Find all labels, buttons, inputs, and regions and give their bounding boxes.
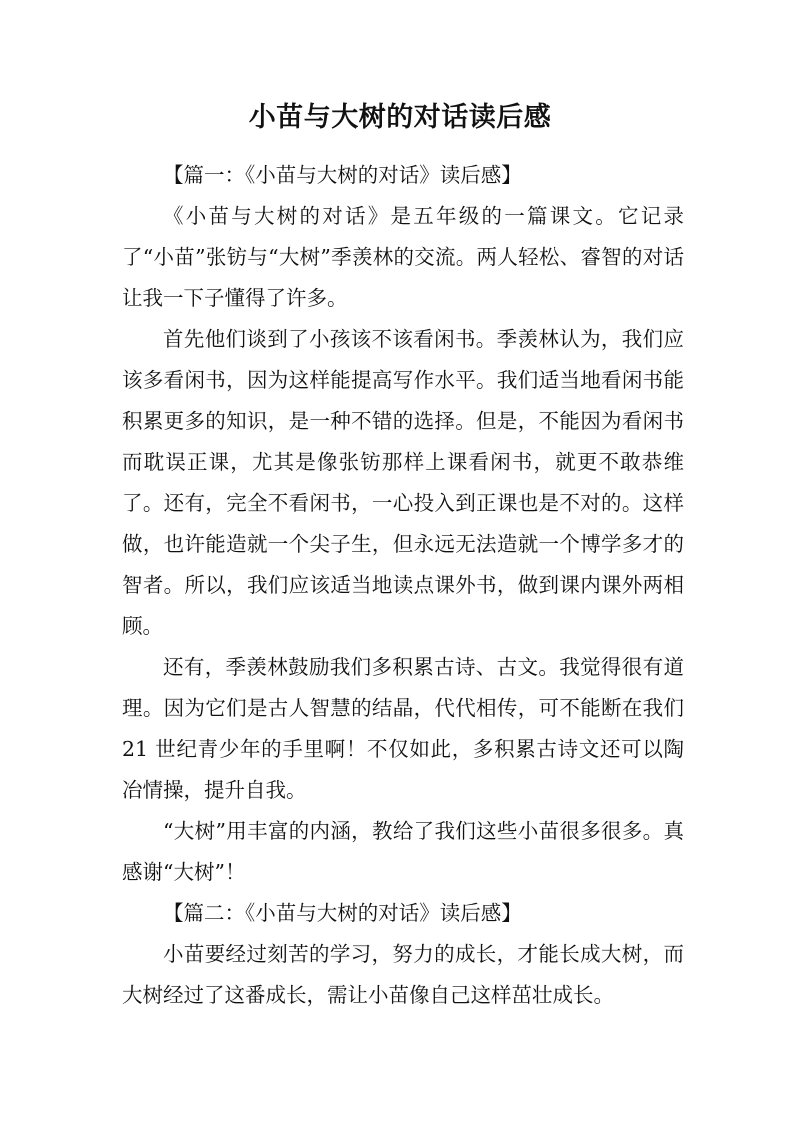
paragraph-1-2: 首先他们谈到了小孩该不该看闲书。季羡林认为，我们应该多看闲书，因为这样能提高写作水平。我们适当地看闲书能积累更多的知识，是一种不错的选择。但是，不能因为看闲书而耽误正课，尤其是像张钫那样上课看闲书，就更不敢恭维了。还有，完全不看闲书，一心投入到正课也是不对的。这样做，也许能造就一个尖子生，但永远无法造就一个博学多才的智者。所以，我们应该适当地读点课外书，做到课内课外两相顾。 bbox=[122, 327, 684, 638]
document-body bbox=[122, 155, 684, 1016]
paragraph-1-3: 还有，季羡林鼓励我们多积累古诗、古文。我觉得很有道理。因为它们是古人智慧的结晶，代代相传，可不能断在我们 21 世纪青少年的手里啊！不仅如此，多积累古诗文还可以陶冶情操，提升自我。 bbox=[122, 655, 684, 802]
paragraph-1-4: “大树”用丰富的内涵，教给了我们这些小苗很多很多。真感谢“大树”！ bbox=[122, 819, 684, 884]
document-title: 小苗与大树的对话读后感 bbox=[248, 102, 552, 133]
paragraph-1-1: 《小苗与大树的对话》是五年级的一篇课文。它记录了“小苗”张钫与“大树”季羡林的交流。两人轻松、睿智的对话让我一下子懂得了许多。 bbox=[122, 204, 684, 310]
paragraph-2-1: 小苗要经过刻苦的学习，努力的成长，才能长成大树，而大树经过了这番成长，需让小苗像自己这样茁壮成长。 bbox=[122, 942, 684, 1007]
section-heading-2: 【篇二：《小苗与大树的对话》读后感】 bbox=[163, 901, 522, 925]
section-heading-1: 【篇一：《小苗与大树的对话》读后感】 bbox=[163, 163, 522, 187]
